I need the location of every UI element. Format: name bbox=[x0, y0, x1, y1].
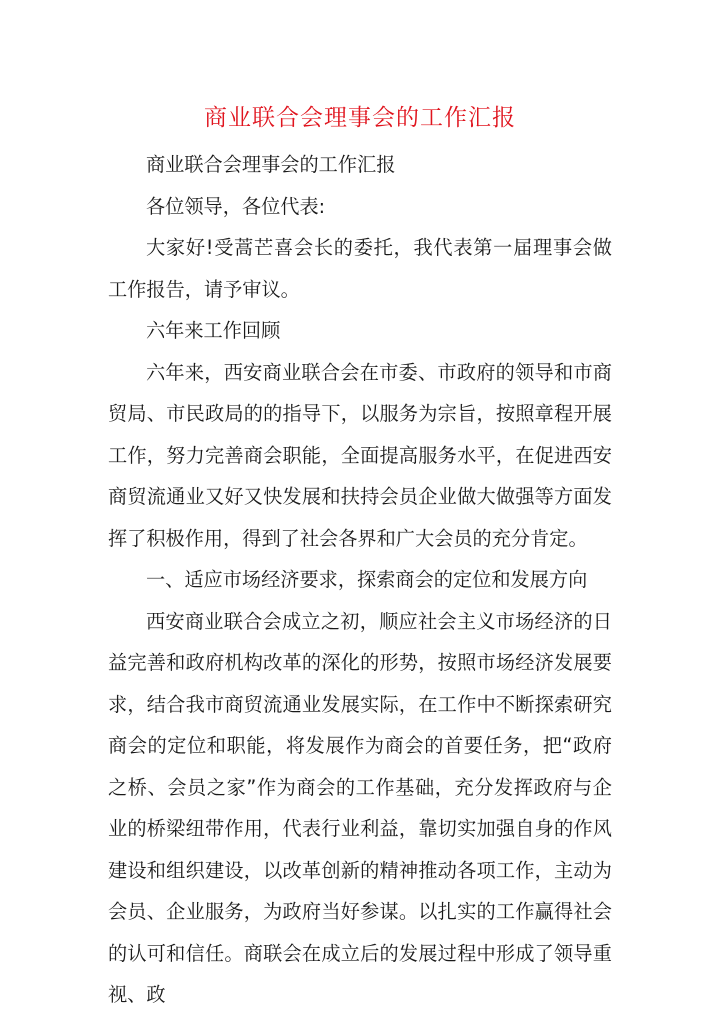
document-title: 商业联合会理事会的工作汇报 bbox=[204, 105, 516, 131]
paragraph-subtitle: 商业联合会理事会的工作汇报 bbox=[146, 153, 396, 176]
paragraph-review: 六年来，西安商业联合会在市委、市政府的领导和市商贸局、市民政局的的指导下，以服务为宗旨，按照章程开展工作，努力完善商会职能，全面提高服务水平，在促进西安商贸流通业又好又快发展和扶持会员企业做大做强等方面发挥了积极作用，得到了社会各界和广大会员的充分肯定。 bbox=[108, 360, 612, 550]
section-heading-review: 六年来工作回顾 bbox=[146, 319, 281, 342]
paragraph-salutation: 各位领导，各位代表: bbox=[146, 194, 326, 218]
paragraph-section-one: 西安商业联合会成立之初，顺应社会主义市场经济的日益完善和政府机构改革的深化的形势，按照市场经济发展要求，结合我市商贸流通业发展实际，在工作中不断探索研究商会的定位和职能，将发展作为商会的首要任务，把“政府之桥、会员之家”作为商会的工作基础，充分发挥政府与企业的桥梁纽带作用，代表行业利益，靠切实加强自身的作风建设和组织建设，以改革创新的精神推动各项工作，主动为会员、企业服务，为政府当好参谋。以扎实的工作赢得社会的认可和信任。商联会在成立后的发展过程中形成了领导重视、政 bbox=[108, 609, 612, 1006]
document-body bbox=[108, 144, 612, 1016]
paragraph-greeting: 大家好!受蒿芒喜会长的委托，我代表第一届理事会做工作报告，请予审议。 bbox=[108, 236, 612, 301]
section-heading-one: 一、适应市场经济要求，探索商会的定位和发展方向 bbox=[146, 568, 588, 591]
